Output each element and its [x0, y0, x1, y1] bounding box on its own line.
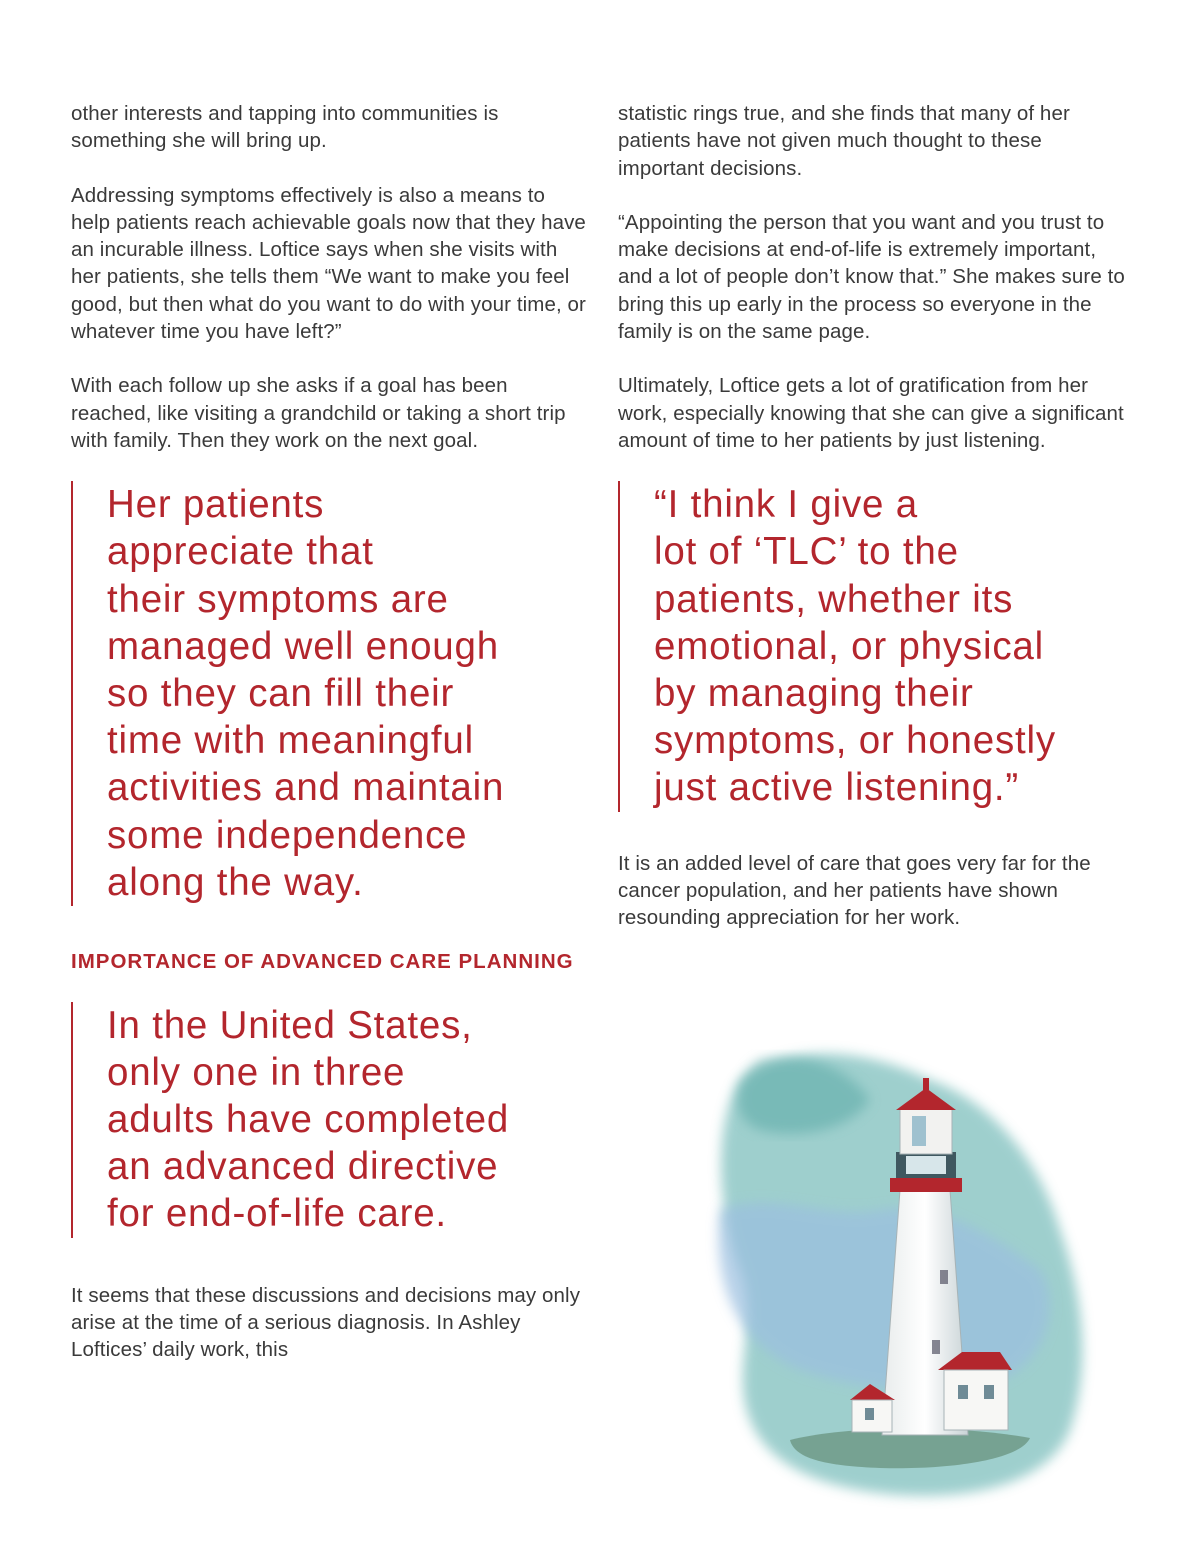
pull-quote-line: activities and maintain: [107, 766, 505, 810]
pull-quote: [618, 481, 1133, 811]
pull-quote-line: “I think I give a: [654, 483, 918, 527]
section-heading: IMPORTANCE OF ADVANCED CARE PLANNING: [71, 950, 574, 974]
pull-quote-line: for end-of-life care.: [107, 1192, 447, 1236]
paragraph: With each follow up she asks if a goal has been reached, like visiting a grandchild or taking a short trip with family. Then they work on the next goal.: [71, 374, 566, 452]
paragraph: Ultimately, Loftice gets a lot of gratification from her work, especially knowing that she can give a significant amount of time to her patients by just listening.: [618, 374, 1124, 452]
pull-quote-line: symptoms, or honestly: [654, 719, 1056, 763]
pull-quote-line: just active listening.”: [654, 766, 1020, 810]
pull-quote-line: by managing their: [654, 672, 974, 716]
pull-quote: [71, 1002, 586, 1238]
pull-quote-line: adults have completed: [107, 1098, 510, 1141]
pull-quote-line: emotional, or physical: [654, 624, 1044, 668]
pull-quote-line: so they can fill their: [107, 672, 455, 716]
paragraph: other interests and tapping into communities is something she will bring up.: [71, 102, 499, 153]
paragraph: Addressing symptoms effectively is also a means to help patients reach achievable goals now that they have an incurable illness. Loftice says when she visits with her patients, she tells them “We want to make you feel good, but then what do you want to do with your time, or whatever time you have left?”: [71, 183, 586, 344]
pull-quote-line: only one in three: [107, 1050, 406, 1094]
paragraph: It seems that these discussions and decisions may only arise at the time of a serious diagnosis. In Ashley Loftices’ daily work, this: [71, 1283, 581, 1362]
pull-quote-line: In the United States,: [107, 1003, 473, 1047]
pull-quote-line: Her patients: [107, 483, 325, 527]
pull-quote-line: an advanced directive: [107, 1145, 499, 1189]
pull-quote: [71, 481, 586, 906]
pull-quote-line: managed well enough: [107, 624, 499, 668]
left-column: [71, 100, 586, 1391]
paragraph: “Appointing the person that you want and you trust to make decisions at end-of-life is extremely important, and a lot of people don’t know that.” She makes sure to bring this up early in the process so everyone in the family is on the same page.: [618, 210, 1125, 344]
lighthouse-watercolor-icon: [700, 1040, 1100, 1510]
pull-quote-line: their symptoms are: [107, 577, 449, 621]
pull-quote-line: patients, whether its: [654, 577, 1014, 621]
pull-quote-line: time with meaningful: [107, 719, 474, 763]
paragraph: It is an added level of care that goes very far for the cancer population, and her patients have shown resounding appreciation for her work.: [618, 851, 1091, 930]
pull-quote-line: along the way.: [107, 860, 364, 904]
pull-quote-line: some independence: [107, 813, 468, 857]
pull-quote-line: appreciate that: [107, 530, 374, 574]
paragraph: statistic rings true, and she finds that many of her patients have not given much thought to these important decisions.: [618, 102, 1070, 180]
pull-quote-line: lot of ‘TLC’ to the: [654, 530, 959, 574]
right-column: [618, 100, 1133, 959]
